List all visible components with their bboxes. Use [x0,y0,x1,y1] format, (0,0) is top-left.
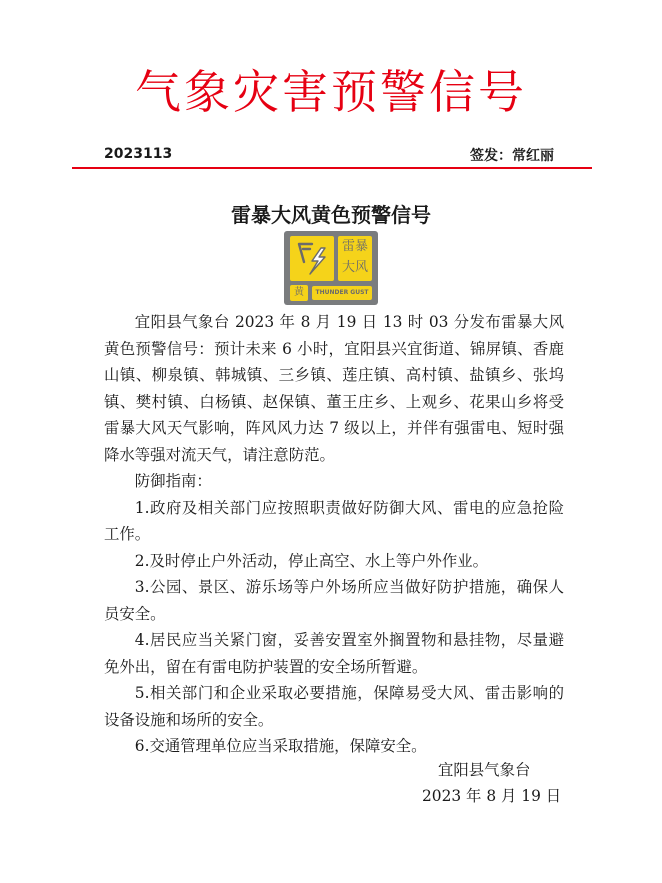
warning-title: 雷暴大风黄色预警信号 [231,203,431,227]
guide-item: 1.政府及相关部门应按照职责做好防御大风、雷电的应急抢险工作。 [104,498,564,543]
guide-item: 3.公园、景区、游乐场等户外场所应当做好防护措施，确保人员安全。 [104,578,564,623]
icon-cn-label: 雷暴 大风 [338,236,372,281]
warning-intro-paragraph: 宜阳县气象台 2023 年 8 月 19 日 13 时 03 分发布雷暴大风黄色预警信号：预计未来 6 小时，宜阳县兴宜街道、锦屏镇、香鹿山镇、柳泉镇、韩城镇、三乡镇、莲庄镇、高村镇、盐镇乡、张坞镇、樊村镇、白杨镇、赵保镇、董王庄乡、上观乡、花果山乡将受雷暴大风天气影响，阵风风力达 7 级以上，并伴有强雷电、短时强降水等强对流天气，请注意防范。 [104,313,564,464]
document-header-title: 气象灾害预警信号 [135,65,527,119]
signature-date: 2023 年 8 月 19 日 [422,787,562,805]
icon-en-label: THUNDER GUST [312,286,372,300]
warning-body [104,309,564,760]
guide-item: 5.相关部门和企业采取必要措施，保障易受大风、雷击影响的设备设施和场所的安全。 [104,684,564,729]
document-number: 2023113 [104,146,173,162]
signature-organization: 宜阳县气象台 [438,761,531,779]
thunder-gust-yellow-icon [284,231,378,305]
guide-item: 6.交通管理单位应当采取措施，保障安全。 [134,737,427,755]
header-red-rule [72,167,592,169]
lightning-bolt-icon [290,236,334,281]
guide-item: 2.及时停止户外活动，停止高空、水上等户外作业。 [134,551,489,570]
guide-heading: 防御指南： [134,472,212,490]
document-signer: 签发：常红丽 [470,148,554,164]
guide-item: 4.居民应当关紧门窗，妥善安置室外搁置物和悬挂物，尽量避免外出，留在有雷电防护装置的安全场所暂避。 [104,631,564,676]
icon-grade-label: 黄 [290,285,308,301]
